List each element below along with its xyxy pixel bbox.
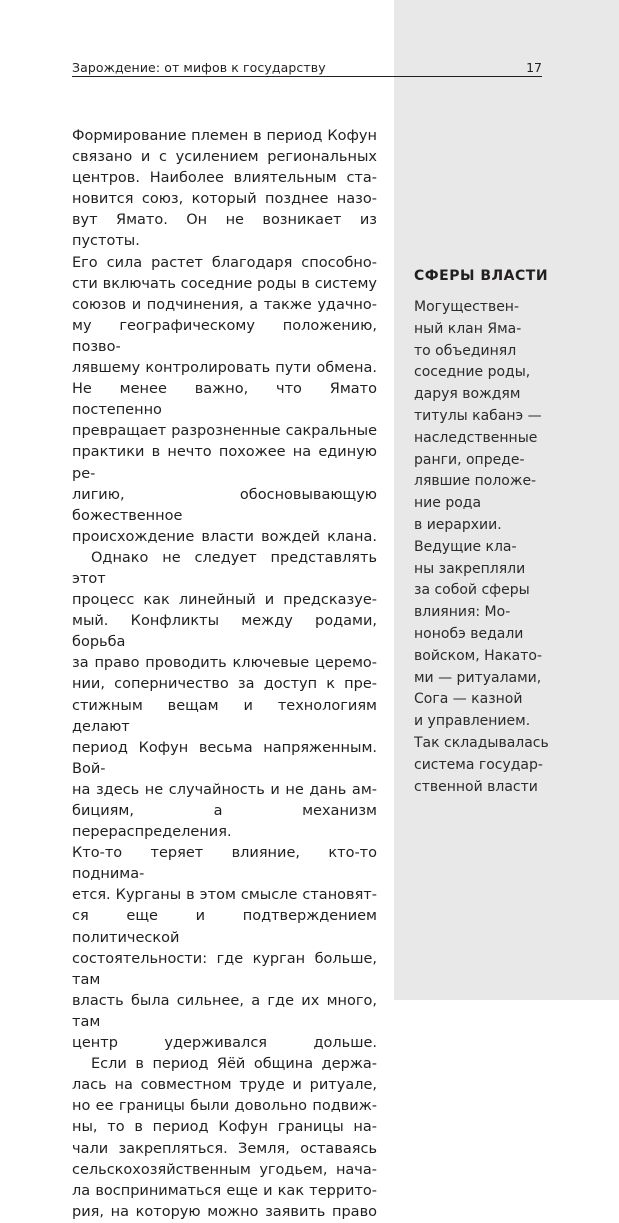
sidebar-line: влияния: Мо- bbox=[414, 604, 511, 621]
sidebar-line: Сога — казной bbox=[414, 691, 523, 708]
sidebar-line: ственной власти bbox=[414, 778, 538, 795]
page-number: 17 bbox=[526, 60, 542, 75]
sidebar-line: то объединял bbox=[414, 342, 517, 359]
paragraph-line: Однако не следует представлять этот bbox=[72, 549, 377, 587]
sidebar-line: нонобэ ведали bbox=[414, 625, 524, 642]
sidebar-line: титулы кабанэ — bbox=[414, 407, 542, 424]
sidebar-line: войском, Накато- bbox=[414, 647, 543, 664]
header-rule bbox=[72, 76, 542, 77]
paragraph-line: процесс как линейный и предсказуе- bbox=[72, 592, 377, 609]
paragraph-line: ны, то в период Кофун границы на- bbox=[72, 1119, 377, 1136]
sidebar-line: за собой сферы bbox=[414, 582, 530, 599]
paragraph-line: за право проводить ключевые церемо- bbox=[72, 655, 377, 672]
paragraph-line: новится союз, который позднее назо- bbox=[72, 191, 377, 208]
paragraph-line: происхождение власти вождей клана. bbox=[72, 528, 377, 545]
sidebar-line: лявшие положе- bbox=[414, 473, 537, 490]
sidebar-line: в иерархии. bbox=[414, 516, 502, 533]
paragraph-line: нии, соперничество за доступ к пре- bbox=[72, 676, 377, 693]
paragraph-line: лявшему контролировать пути обмена. bbox=[72, 360, 377, 377]
paragraph-line: рия, на которую можно заявить право bbox=[72, 1203, 377, 1220]
paragraph-line: Не менее важно, что Ямато постепенно bbox=[72, 381, 377, 419]
paragraph-line: лась на совместном труде и ритуале, bbox=[72, 1077, 377, 1094]
paragraph-line: превращает разрозненные сакральные bbox=[72, 423, 377, 440]
sidebar-line: система государ- bbox=[414, 756, 543, 773]
main-text bbox=[72, 126, 377, 1223]
paragraph-line: мый. Конфликты между родами, борьба bbox=[72, 613, 377, 651]
paragraph-3 bbox=[72, 1054, 377, 1223]
running-title: Зарождение: от мифов к государству bbox=[72, 60, 326, 75]
sidebar-line: ны закрепляли bbox=[414, 560, 526, 577]
paragraph-line: вут Ямато. Он не возникает из пустоты. bbox=[72, 212, 377, 250]
sidebar-line: ми — ритуалами, bbox=[414, 669, 542, 686]
paragraph-line: центр удерживался дольше. bbox=[72, 1035, 377, 1052]
sidebar-line: соседние роды, bbox=[414, 364, 531, 381]
paragraph-line: ла восприниматься еще и как террито- bbox=[72, 1182, 377, 1199]
paragraph-line: власть была сильнее, а где их много, там bbox=[72, 992, 377, 1030]
sidebar-text bbox=[414, 297, 574, 798]
sidebar-line: ранги, опреде- bbox=[414, 451, 525, 468]
sidebar-line: ный клан Яма- bbox=[414, 320, 522, 337]
paragraph-line: сти включать соседние роды в систему bbox=[72, 275, 377, 292]
paragraph-line: на здесь не случайность и не дань ам- bbox=[72, 781, 377, 798]
paragraph-line: центров. Наиболее влиятельным ста- bbox=[72, 170, 377, 187]
paragraph-line: союзов и подчинения, а также удачно- bbox=[72, 296, 377, 313]
sidebar-title: СФЕРЫ ВЛАСТИ bbox=[414, 268, 549, 284]
paragraph-line: Его сила растет благодаря способно- bbox=[72, 254, 377, 271]
sidebar-line: даруя вождям bbox=[414, 386, 521, 403]
paragraph-line: Формирование племен в период Кофун bbox=[72, 128, 377, 144]
sidebar-line: Могуществен- bbox=[414, 299, 520, 315]
paragraph-line: чали закрепляться. Земля, оставаясь bbox=[72, 1140, 377, 1157]
sidebar bbox=[414, 268, 574, 798]
paragraph-line: состоятельности: где курган больше, там bbox=[72, 950, 377, 988]
paragraph-2 bbox=[72, 548, 377, 1054]
paragraph-line: практики в нечто похожее на единую ре- bbox=[72, 444, 377, 482]
paragraph-line: сельскохозяйственным угодьем, нача- bbox=[72, 1161, 377, 1178]
paragraph-line: Кто-то теряет влияние, кто-то поднима- bbox=[72, 845, 377, 883]
sidebar-line: и управлением. bbox=[414, 713, 531, 730]
running-header bbox=[72, 58, 542, 80]
paragraph-line: ся еще и подтверждением политической bbox=[72, 908, 377, 946]
sidebar-line: Так складывалась bbox=[414, 734, 549, 751]
paragraph-line: ется. Курганы в этом смысле становят- bbox=[72, 887, 377, 904]
paragraph-line: Если в период Яёй община держа- bbox=[91, 1056, 377, 1073]
paragraph-line: связано и с усилением региональных bbox=[72, 149, 377, 166]
paragraph-line: но ее границы были довольно подвиж- bbox=[72, 1098, 377, 1115]
paragraph-line: период Кофун весьма напряженным. Вой- bbox=[72, 739, 377, 777]
sidebar-line: наследственные bbox=[414, 429, 538, 446]
sidebar-line: ние рода bbox=[414, 495, 482, 512]
paragraph-line: бициям, а механизм перераспределения. bbox=[72, 803, 377, 841]
paragraph-line: стижным вещам и технологиям делают bbox=[72, 697, 377, 735]
paragraph-line: лигию, обосновывающую божественное bbox=[72, 486, 377, 524]
paragraph-line: му географическому положению, позво- bbox=[72, 317, 377, 355]
paragraph-1 bbox=[72, 126, 377, 548]
sidebar-line: Ведущие кла- bbox=[414, 538, 517, 555]
